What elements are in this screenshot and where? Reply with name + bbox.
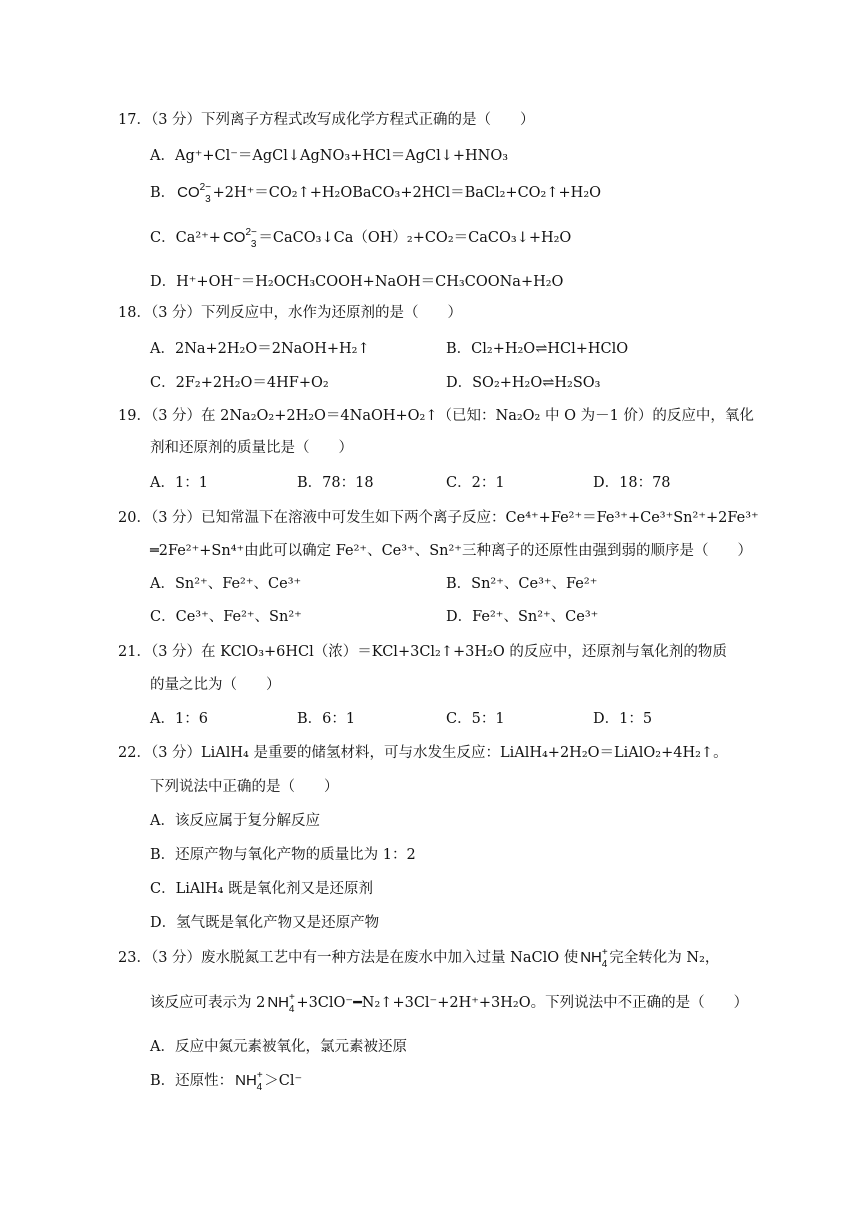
q17-stem: 17．（3 分）下列离子方程式改写成化学方程式正确的是（ ）	[118, 112, 535, 128]
q18-option-b: B．Cl₂+H₂O⇌HCl+HClO	[446, 341, 629, 357]
q17-option-c-text: ＝CaCO₃↓Ca（OH）₂+CO₂＝CaCO₃↓+H₂O	[258, 230, 572, 246]
q18-stem: 18．（3 分）下列反应中，水作为还原剂的是（ ）	[118, 305, 463, 321]
q20-option-c: C．Ce³⁺、Fe²⁺、Sn²⁺	[150, 609, 302, 625]
q21-option-a: A．1：6	[150, 711, 208, 727]
q23-stem-line2-tail: +3ClO⁻━N₂↑+3Cl⁻+2H⁺+3H₂O。下列说法中不正确的是（ ）	[296, 995, 749, 1011]
q19-option-a: A．1：1	[150, 475, 208, 491]
q19-stem-line1: 19．（3 分）在 2Na₂O₂+2H₂O＝4NaOH+O₂↑（已知：Na₂O₂ 中 O 为－1 价）的反应中，氧化	[118, 408, 754, 424]
carbonate-ion: $CO^{2-}_3$	[222, 227, 257, 250]
carbonate-ion: $CO^{2-}_3$	[177, 182, 212, 205]
option-label: B．	[150, 185, 176, 201]
q21-stem-line2: 的量之比为（ ）	[150, 677, 281, 693]
q20-stem-line1: 20．（3 分）已知常温下在溶液中可发生如下两个离子反应：Ce⁴⁺+Fe²⁺＝Fe³⁺+Ce³⁺Sn²⁺+2Fe³⁺	[118, 510, 759, 526]
q22-stem-line2: 下列说法中正确的是（ ）	[150, 779, 339, 795]
q22-option-a: A．该反应属于复分解反应	[150, 813, 320, 829]
q23-option-a: A．反应中氮元素被氧化，氯元素被还原	[150, 1039, 407, 1055]
q21-option-d: D．1：5	[593, 711, 653, 727]
q19-option-c: C．2：1	[446, 475, 505, 491]
q23-option-b-head: B．还原性：	[150, 1073, 234, 1089]
q23-option-b-tail: ＞Cl⁻	[264, 1073, 303, 1089]
q18-option-a: A．2Na+2H₂O＝2NaOH+H₂↑	[150, 341, 370, 357]
q22-option-d: D．氢气既是氧化产物又是还原产物	[150, 915, 380, 931]
q18-option-c: C．2F₂+2H₂O＝4HF+O₂	[150, 375, 329, 391]
q21-option-b: B．6：1	[297, 711, 356, 727]
q23-stem-line1	[118, 948, 719, 970]
q22-stem-line1: 22．（3 分）LiAlH₄ 是重要的储氢材料，可与水发生反应：LiAlH₄+2H₂O＝LiAlO₂+4H₂↑。	[118, 745, 728, 761]
q20-option-b: B．Sn²⁺、Ce³⁺、Fe²⁺	[446, 576, 598, 592]
q19-option-b: B．78：18	[297, 475, 374, 491]
ammonium-ion: $NH^+_4$	[580, 947, 608, 970]
q23-stem-line1-tail: 完全转化为 N₂，	[609, 950, 720, 966]
q21-stem-line1: 21．（3 分）在 KClO₃+6HCl（浓）＝KCl+3Cl₂↑+3H₂O 的反应中，还原剂与氧化剂的物质	[118, 644, 727, 660]
q18-option-d: D．SO₂+H₂O⇌H₂SO₃	[446, 375, 601, 391]
ammonium-ion: $NH^+_4$	[267, 992, 295, 1015]
q20-option-a: A．Sn²⁺、Fe²⁺、Ce³⁺	[150, 576, 302, 592]
q20-option-d: D．Fe²⁺、Sn²⁺、Ce³⁺	[446, 609, 599, 625]
q21-option-c: C．5：1	[446, 711, 505, 727]
q17-option-b	[150, 183, 601, 205]
q17-option-a: A．Ag⁺+Cl⁻＝AgCl↓AgNO₃+HCl＝AgCl↓+HNO₃	[150, 148, 509, 164]
q17-option-d: D．H⁺+OH⁻＝H₂OCH₃COOH+NaOH＝CH₃COONa+H₂O	[150, 274, 564, 290]
q23-stem-line2-head: 该反应可表示为 2	[150, 995, 266, 1011]
ammonium-ion: $NH^+_4$	[235, 1070, 263, 1093]
q20-stem-line2: ═2Fe²⁺+Sn⁴⁺由此可以确定 Fe²⁺、Ce³⁺、Sn²⁺三种离子的还原性由强到弱的顺序是（ ）	[150, 543, 752, 559]
q19-stem-line2: 剂和还原剂的质量比是（ ）	[150, 440, 353, 456]
q17-option-c	[150, 228, 571, 250]
q23-option-b	[150, 1071, 302, 1093]
q23-stem-line1-head: 23．（3 分）废水脱氮工艺中有一种方法是在废水中加入过量 NaClO 使	[118, 950, 579, 966]
q17-option-c-head: C．Ca²⁺+	[150, 230, 221, 246]
q22-option-c: C．LiAlH₄ 既是氧化剂又是还原剂	[150, 881, 374, 897]
q23-stem-line2	[150, 993, 748, 1015]
q22-option-b: B．还原产物与氧化产物的质量比为 1：2	[150, 847, 416, 863]
q19-option-d: D．18：78	[593, 475, 671, 491]
q17-option-b-text: +2H⁺＝CO₂↑+H₂OBaCO₃+2HCl＝BaCl₂+CO₂↑+H₂O	[212, 185, 602, 201]
